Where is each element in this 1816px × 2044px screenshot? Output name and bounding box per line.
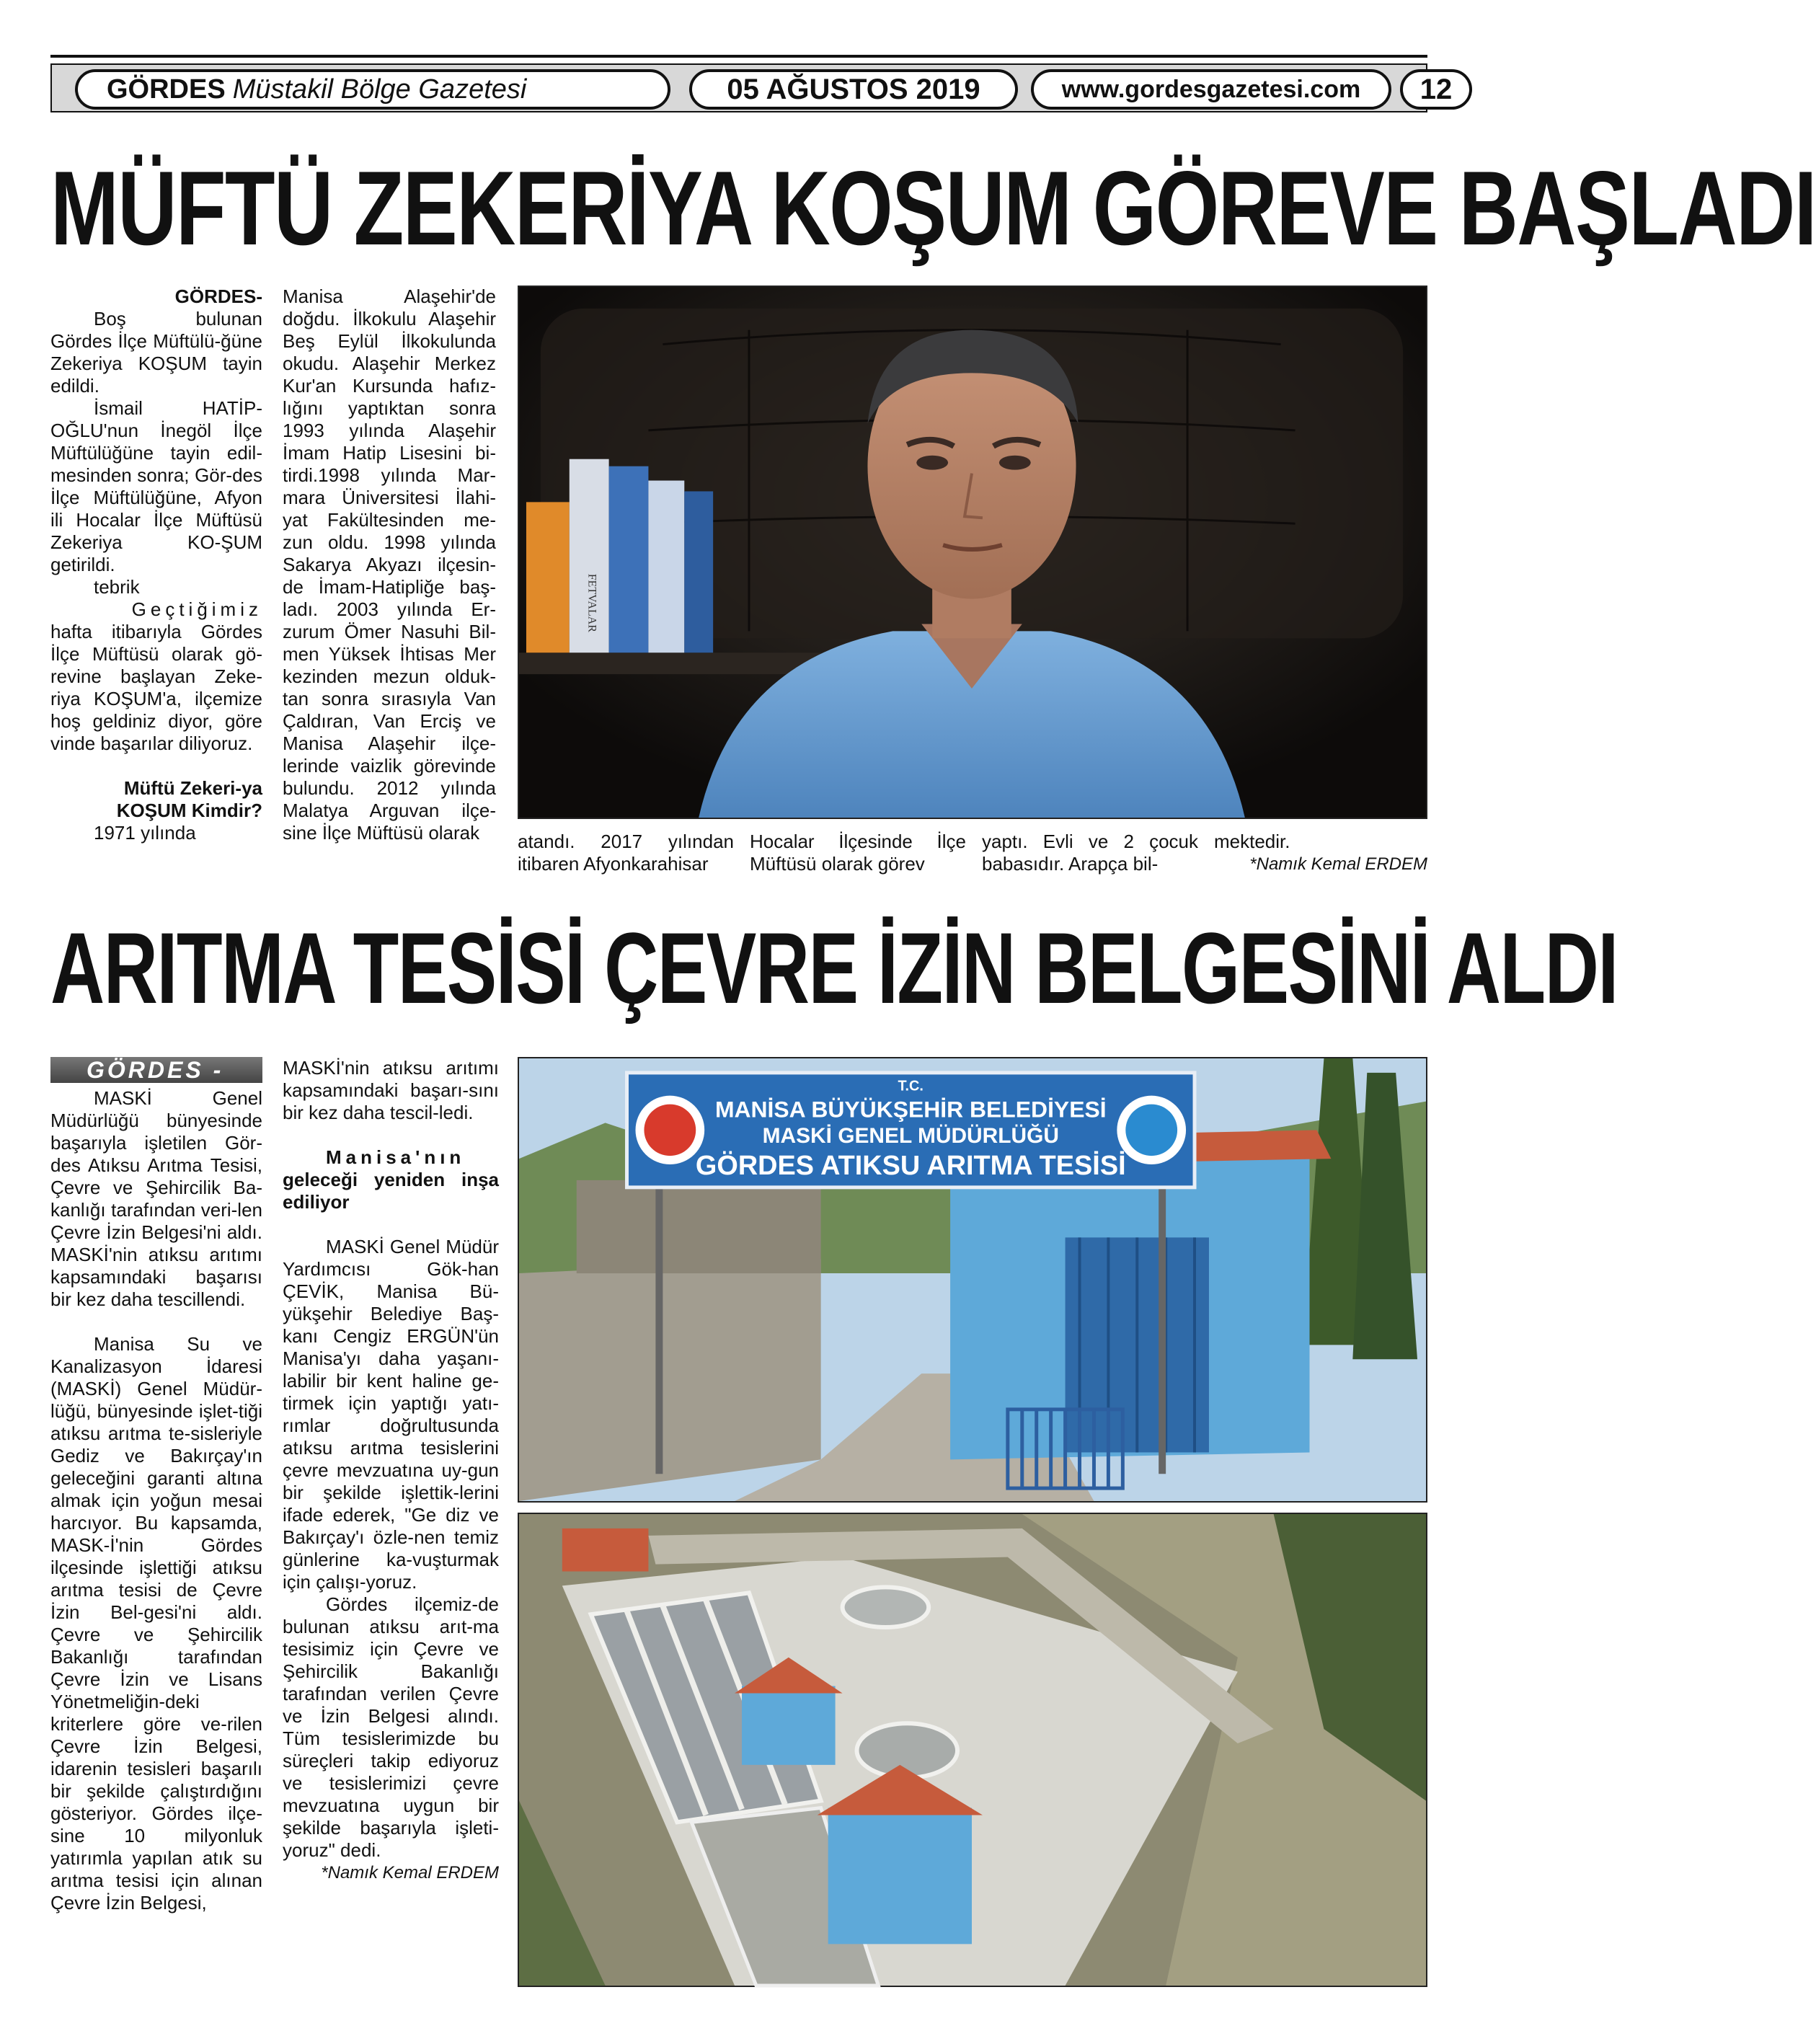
sign-line-2: MANİSA BÜYÜKŞEHİR BELEDİYESİ [714, 1096, 1107, 1123]
article2-headline: ARITMA TESİSİ ÇEVRE İZİN BELGESİNİ ALDI [50, 911, 1618, 1025]
article1-subhead: Müftü Zekeri-ya KOŞUM Kimdir? [116, 777, 262, 821]
article1-paragraph: tebrik [94, 576, 140, 598]
article2-paragraph: MASKİ Genel Müdürlüğü bünyesinde başarıyla işletilen Gör-des Atıksu Arıtma Tesisi, Çevre ve Şehircilik Ba-kanlığı tarafından veri-len Çevre İzin Belgesi'ni aldı. MASKİ'nin atıksu arıtımı kapsamındaki başarısı bir kez daha tescillendi. [50, 1087, 262, 1310]
sign-line-4: GÖRDES ATIKSU ARITMA TESİSİ [695, 1151, 1126, 1181]
issue-date: 05 AĞUSTOS 2019 [689, 69, 1018, 110]
article1-paragraph: yaptı. Evli ve 2 çocuk babasıdır. Arapça bil- [982, 831, 1198, 875]
sign-line-1: T.C. [898, 1078, 923, 1094]
page-number: 12 [1400, 69, 1472, 110]
article2-paragraph: Manisa Su ve Kanalizasyon İdaresi (MASKİ) Genel Müdür-lüğü, bünyesinde işlet-tiği atıksu arıtma te-sisleriyle Gediz ve Bakırçay'ın geleceğini garanti altına almak için yoğun mesai harcıyor. Bu kapsamda, MASK-İ'nin Gördes ilçesinde işlettiği atıksu arıtma tesisi de Çevre İzin Bel-gesi'ni aldı. Çevre ve Şehircilik Bakanlığı tarafından Çevre İzin ve Lisans Yönetmeliğin-deki kriterlere göre ve-rilen Çevre İzin Belgesi, idarenin tesisleri başarılı bir şekilde çalıştırdığını gösteriyor. Gördes ilçe-sine 10 milyonluk yatırımla yapılan atık su arıtma tesisi için alınan Çevre İzin Belgesi, [50, 1333, 262, 1914]
paper-name: GÖRDES [107, 74, 226, 105]
article1-dateline: GÖRDES- [174, 286, 262, 307]
article1-column-2 [283, 286, 496, 844]
article1-paragraph: Hocalar İlçesinde İlçe Müftüsü olarak görev [750, 831, 966, 875]
paper-subtitle: Müstakil Bölge Gazetesi [232, 74, 527, 105]
article1-paragraph: atandı. 2017 yılından itibaren Afyonkarahisar [518, 831, 734, 875]
article2-column-2 [283, 1057, 499, 1884]
paper-name-pill [75, 69, 670, 110]
article2-column-1 [50, 1057, 262, 1914]
article2-paragraph: Gördes ilçemiz-de bulunan atıksu arıt-ma tesisimiz için Çevre ve Şehircilik Bakanlığı tarafından verilen Çevre ve İzin Belgesi alındı. Tüm tesislerimizde bu süreçleri takip ediyoruz ve tesislerimizi çevre mevzuatına uygun bir şekilde başarıyla işleti-yoruz" dedi. [283, 1593, 499, 1861]
article1-paragraph: mektedir. [1214, 831, 1290, 852]
article2-subhead: Manisa'nın [326, 1146, 466, 1168]
article1-paragraph: Manisa Alaşehir'de doğdu. İlkokulu Alaşehir Beş Eylül İlkokulunda okudu. Alaşehir Merkez Kur'an Kursunda hafız-lığını yaptıktan sonra 1993 yılında Alaşehir İmam Hatip Lisesini bi-tirdi.1998 yılında Mar-mara Üniversitesi İlahi-yat Fakültesinden me-zun oldu. 1998 yılında Sakarya Akyazı ilçesin-de İmam-Hatipliğe baş-ladı. 2003 yılında Er-zurum Ömer Nasuhi Bil-men Yüksek İhtisas Mer kezinden mezun olduk-tan sonra sırasıyla Van Çaldıran, Van Erciş ve Manisa Alaşehir ilçe-lerinde vaizlik görevinde bulundu. 2012 yılında Malatya Arguvan ilçe-sine İlçe Müftüsü olarak [283, 286, 496, 844]
sign-line-3: MASKİ GENEL MÜDÜRLÜĞÜ [762, 1124, 1059, 1149]
book-spine-label: FETVALAR [585, 573, 598, 632]
article2-paragraph: MASKİ'nin atıksu arıtımı kapsamındaki başarı-sını bir kez daha tescil-ledi. [283, 1057, 499, 1123]
facility-entrance-photo [518, 1057, 1427, 1503]
article1-headline: MÜFTÜ ZEKERİYA KOŞUM GÖREVE BAŞLADI [50, 149, 1816, 267]
masthead-bar [50, 55, 1453, 112]
article1-paragraph: Geçtiğimiz [131, 598, 262, 620]
article2-subhead: geleceği yeniden inşa ediliyor [283, 1169, 499, 1213]
article1-paragraph: hafta itibarıyla Gördes İlçe Müftüsü olarak gö-revine başlayan Zeke-riya KOŞUM'a, ilçemize hoş geldiniz diyor, göre vinde başarılar diliyoruz. [50, 621, 262, 754]
article2-signature: *Namık Kemal ERDEM [321, 1863, 499, 1882]
article1-paragraph: 1971 yılında [94, 822, 196, 844]
facility-aerial-photo [518, 1513, 1427, 1987]
article1-signature: *Namık Kemal ERDEM [1249, 854, 1427, 874]
article1-paragraph-end [1214, 831, 1427, 875]
article1-column-1 [50, 286, 262, 844]
website-link[interactable]: www.gordesgazetesi.com [1031, 69, 1391, 110]
article1-paragraph: İsmail HATİP-OĞLU'nun İnegöl İlçe Müftülüğüne tayin edil-mesinden sonra; Gör-des İlçe Müftülüğüne, Afyon ili Hocalar İlçe Müftüsü Zekeriya KO-ŞUM getirildi. [50, 397, 262, 575]
article2-paragraph: MASKİ Genel Müdür Yardımcısı Gök-han ÇEVİK, Manisa Bü-yükşehir Belediye Baş-kanı Cengiz ERGÜN'ün Manisa'yı daha yaşanı-labilir bir kent haline ge-tirmek için yaptığı yatı-rımlar doğrultusunda atıksu arıtma tesislerini çevre mevzuatına uy-gun bir şekilde işlettik-lerini ifade ederek, "Ge diz ve Bakırçay'ı özle-nen temiz günlerine ka-vuşturmak için çalışı-yoruz. [283, 1236, 499, 1593]
portrait-photo [518, 286, 1427, 819]
article2-dateline: GÖRDES - [50, 1057, 262, 1083]
article1-paragraph: Boş bulunan Gördes İlçe Müftülü-ğüne Zekeriya KOŞUM tayin edildi. [50, 308, 262, 397]
